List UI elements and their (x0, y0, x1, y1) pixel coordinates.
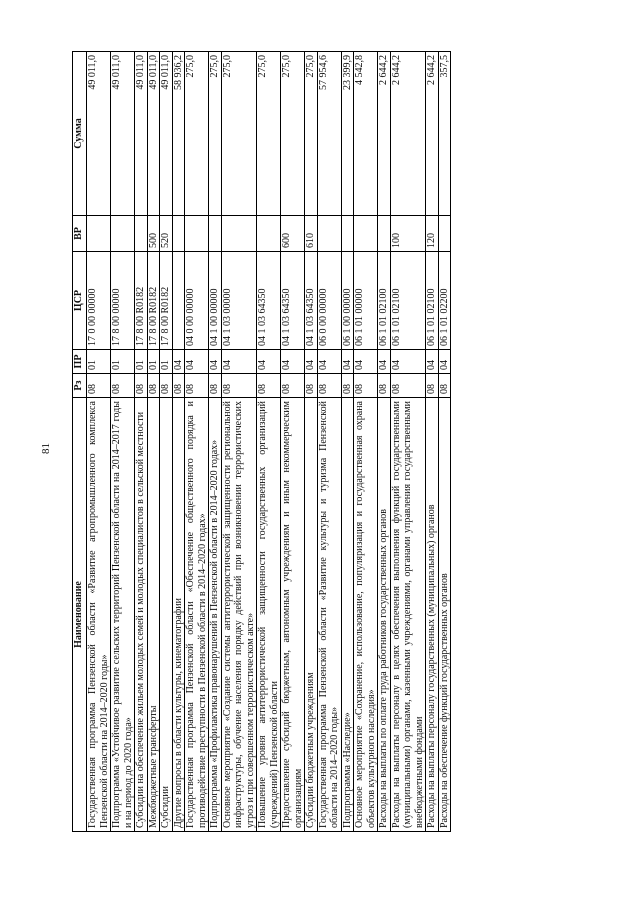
cell-csr: 06 1 01 02200 (438, 252, 451, 350)
cell-pr: 01 (160, 350, 173, 374)
cell-vr (135, 216, 148, 252)
page-number: 81 (40, 443, 52, 454)
cell-csr: 04 1 00 00000 (209, 252, 222, 350)
cell-vr: 100 (390, 216, 426, 252)
cell-vr (378, 216, 391, 252)
header-vr: ВР (73, 216, 87, 252)
table-row (378, 52, 391, 832)
cell-pr: 01 (135, 350, 148, 374)
cell-pr: 01 (147, 350, 160, 374)
cell-pr: 04 (317, 350, 341, 374)
cell-rz: 08 (378, 374, 391, 398)
cell-name: Расходы на выплаты персоналу в целях обеспечения выполнения функций государственными (муниципальными) органами, казенными учреждениями, органами управления государственными внебюджетными фондами (390, 398, 426, 832)
cell-sum: 23 399,9 (341, 52, 354, 216)
header-sum: Сумма (73, 52, 87, 216)
cell-sum: 57 954,6 (317, 52, 341, 216)
cell-name: Субсидии на обеспечение жильем молодых семей и молодых специалистов в сельской местности (135, 398, 148, 832)
cell-csr: 17 8 00 R0182 (160, 252, 173, 350)
cell-sum: 275,0 (221, 52, 257, 216)
table-row (160, 52, 173, 832)
cell-rz: 08 (147, 374, 160, 398)
table-row (135, 52, 148, 832)
cell-rz: 08 (390, 374, 426, 398)
cell-csr (172, 252, 185, 350)
cell-pr: 04 (438, 350, 451, 374)
cell-csr: 04 1 03 00000 (221, 252, 257, 350)
cell-pr: 04 (426, 350, 439, 374)
cell-csr: 17 8 00 R0182 (135, 252, 148, 350)
cell-sum: 2 644,2 (378, 52, 391, 216)
cell-vr (354, 216, 378, 252)
cell-rz: 08 (172, 374, 185, 398)
cell-csr: 17 0 00 00000 (87, 252, 111, 350)
cell-sum: 49 011,0 (147, 52, 160, 216)
cell-pr: 04 (185, 350, 209, 374)
header-pr: ПР (73, 350, 87, 374)
cell-sum: 275,0 (305, 52, 318, 216)
cell-sum: 49 011,0 (160, 52, 173, 216)
cell-rz: 08 (426, 374, 439, 398)
cell-csr: 06 1 01 02100 (378, 252, 391, 350)
cell-vr (87, 216, 111, 252)
cell-vr (341, 216, 354, 252)
header-csr: ЦСР (73, 252, 87, 350)
cell-csr: 06 1 01 02100 (426, 252, 439, 350)
cell-name: Государственная программа Пензенской области «Развитие культуры и туризма Пензенской области на 2014–2020 годы» (317, 398, 341, 832)
cell-rz: 08 (341, 374, 354, 398)
cell-sum: 357,5 (438, 52, 451, 216)
cell-name: Подпрограмма «Наследие» (341, 398, 354, 832)
cell-rz: 08 (209, 374, 222, 398)
cell-pr: 04 (378, 350, 391, 374)
cell-vr: 610 (305, 216, 318, 252)
cell-pr: 04 (172, 350, 185, 374)
cell-vr: 520 (160, 216, 173, 252)
cell-pr: 04 (390, 350, 426, 374)
cell-csr: 17 8 00 R0182 (147, 252, 160, 350)
cell-sum: 275,0 (185, 52, 209, 216)
cell-rz: 08 (87, 374, 111, 398)
table-row (305, 52, 318, 832)
cell-sum: 2 644,2 (390, 52, 426, 216)
cell-sum: 49 011,0 (87, 52, 111, 216)
cell-vr (257, 216, 281, 252)
cell-vr: 500 (147, 216, 160, 252)
cell-name: Расходы на обеспечение функций государственных органов (438, 398, 451, 832)
cell-pr: 04 (341, 350, 354, 374)
table-row (281, 52, 305, 832)
cell-sum: 275,0 (257, 52, 281, 216)
cell-pr: 01 (111, 350, 135, 374)
table-row (185, 52, 209, 832)
cell-csr: 04 0 00 00000 (185, 252, 209, 350)
cell-csr: 06 0 00 00000 (317, 252, 341, 350)
cell-pr: 04 (354, 350, 378, 374)
table-row (221, 52, 257, 832)
cell-name: Субсидии (160, 398, 173, 832)
table-row (341, 52, 354, 832)
cell-rz: 08 (135, 374, 148, 398)
cell-rz: 08 (185, 374, 209, 398)
cell-vr (221, 216, 257, 252)
cell-sum: 4 542,8 (354, 52, 378, 216)
table-row (87, 52, 111, 832)
table-row (257, 52, 281, 832)
table-row (111, 52, 135, 832)
cell-name: Подпрограмма «Профилактика правонарушений в Пензенской области в 2014–2020 годах» (209, 398, 222, 832)
cell-name: Расходы на выплаты по оплате труда работников государственных органов (378, 398, 391, 832)
header-name: Наименование (73, 398, 87, 832)
cell-vr: 120 (426, 216, 439, 252)
cell-pr: 04 (305, 350, 318, 374)
cell-vr: 600 (281, 216, 305, 252)
table-body (87, 52, 451, 832)
budget-table (72, 51, 451, 832)
cell-rz: 08 (221, 374, 257, 398)
cell-pr: 04 (209, 350, 222, 374)
rotated-page-content (72, 52, 562, 832)
cell-sum: 49 011,0 (135, 52, 148, 216)
cell-csr: 04 1 03 64350 (257, 252, 281, 350)
table-row (354, 52, 378, 832)
table-row (390, 52, 426, 832)
cell-csr: 06 1 01 02100 (390, 252, 426, 350)
cell-rz: 08 (160, 374, 173, 398)
cell-csr: 04 1 03 64350 (305, 252, 318, 350)
cell-pr: 04 (281, 350, 305, 374)
cell-vr (185, 216, 209, 252)
cell-sum: 49 011,0 (111, 52, 135, 216)
table-row (426, 52, 439, 832)
cell-rz: 08 (281, 374, 305, 398)
table-row (172, 52, 185, 832)
cell-csr: 06 1 01 00000 (354, 252, 378, 350)
cell-vr (438, 216, 451, 252)
cell-csr: 06 1 00 00000 (341, 252, 354, 350)
table-row (147, 52, 160, 832)
cell-name: Основное мероприятие «Создание системы антитеррористической защищенности региональной инфраструктуры, обучение населения порядку действий при возникновении террористических угроз и при совершенном террористическом акте» (221, 398, 257, 832)
cell-name: Государственная программа Пензенской области «Развитие агропромышленного комплекса Пензенской области на 2014–2020 годы» (87, 398, 111, 832)
cell-sum: 275,0 (281, 52, 305, 216)
cell-rz: 08 (354, 374, 378, 398)
cell-rz: 08 (317, 374, 341, 398)
cell-name: Основное мероприятие «Сохранение, использование, популяризация и государственная охрана объектов культурного наследия» (354, 398, 378, 832)
cell-vr (209, 216, 222, 252)
table-header-row (73, 52, 87, 832)
cell-name: Предоставление субсидий бюджетным, автономным учреждениям и иным некоммерческим организациям (281, 398, 305, 832)
cell-sum: 58 936,2 (172, 52, 185, 216)
cell-vr (317, 216, 341, 252)
cell-name: Повышение уровня антитеррористической защищенности государственных организаций (учреждений) Пензенской области (257, 398, 281, 832)
cell-csr: 17 8 00 00000 (111, 252, 135, 350)
cell-name: Межбюджетные трансферты (147, 398, 160, 832)
cell-rz: 08 (257, 374, 281, 398)
cell-rz: 08 (111, 374, 135, 398)
table-row (438, 52, 451, 832)
cell-sum: 275,0 (209, 52, 222, 216)
table-row (209, 52, 222, 832)
cell-name: Другие вопросы в области культуры, кинематографии (172, 398, 185, 832)
cell-csr: 04 1 03 64350 (281, 252, 305, 350)
table-row (317, 52, 341, 832)
cell-vr (172, 216, 185, 252)
cell-name: Субсидии бюджетным учреждениям (305, 398, 318, 832)
cell-vr (111, 216, 135, 252)
cell-name: Государственная программа Пензенской области «Обеспечение общественного порядка и противодействие преступности в Пензенской области в 2014–2020 годах» (185, 398, 209, 832)
cell-name: Расходы на выплаты персоналу государственных (муниципальных) органов (426, 398, 439, 832)
cell-pr: 04 (221, 350, 257, 374)
cell-name: Подпрограмма «Устойчивое развитие сельских территорий Пензенской области на 2014–2017 годы и на период до 2020 года» (111, 398, 135, 832)
cell-rz: 08 (305, 374, 318, 398)
cell-sum: 2 644,2 (426, 52, 439, 216)
cell-pr: 01 (87, 350, 111, 374)
cell-pr: 04 (257, 350, 281, 374)
cell-rz: 08 (438, 374, 451, 398)
header-rz: Рз (73, 374, 87, 398)
